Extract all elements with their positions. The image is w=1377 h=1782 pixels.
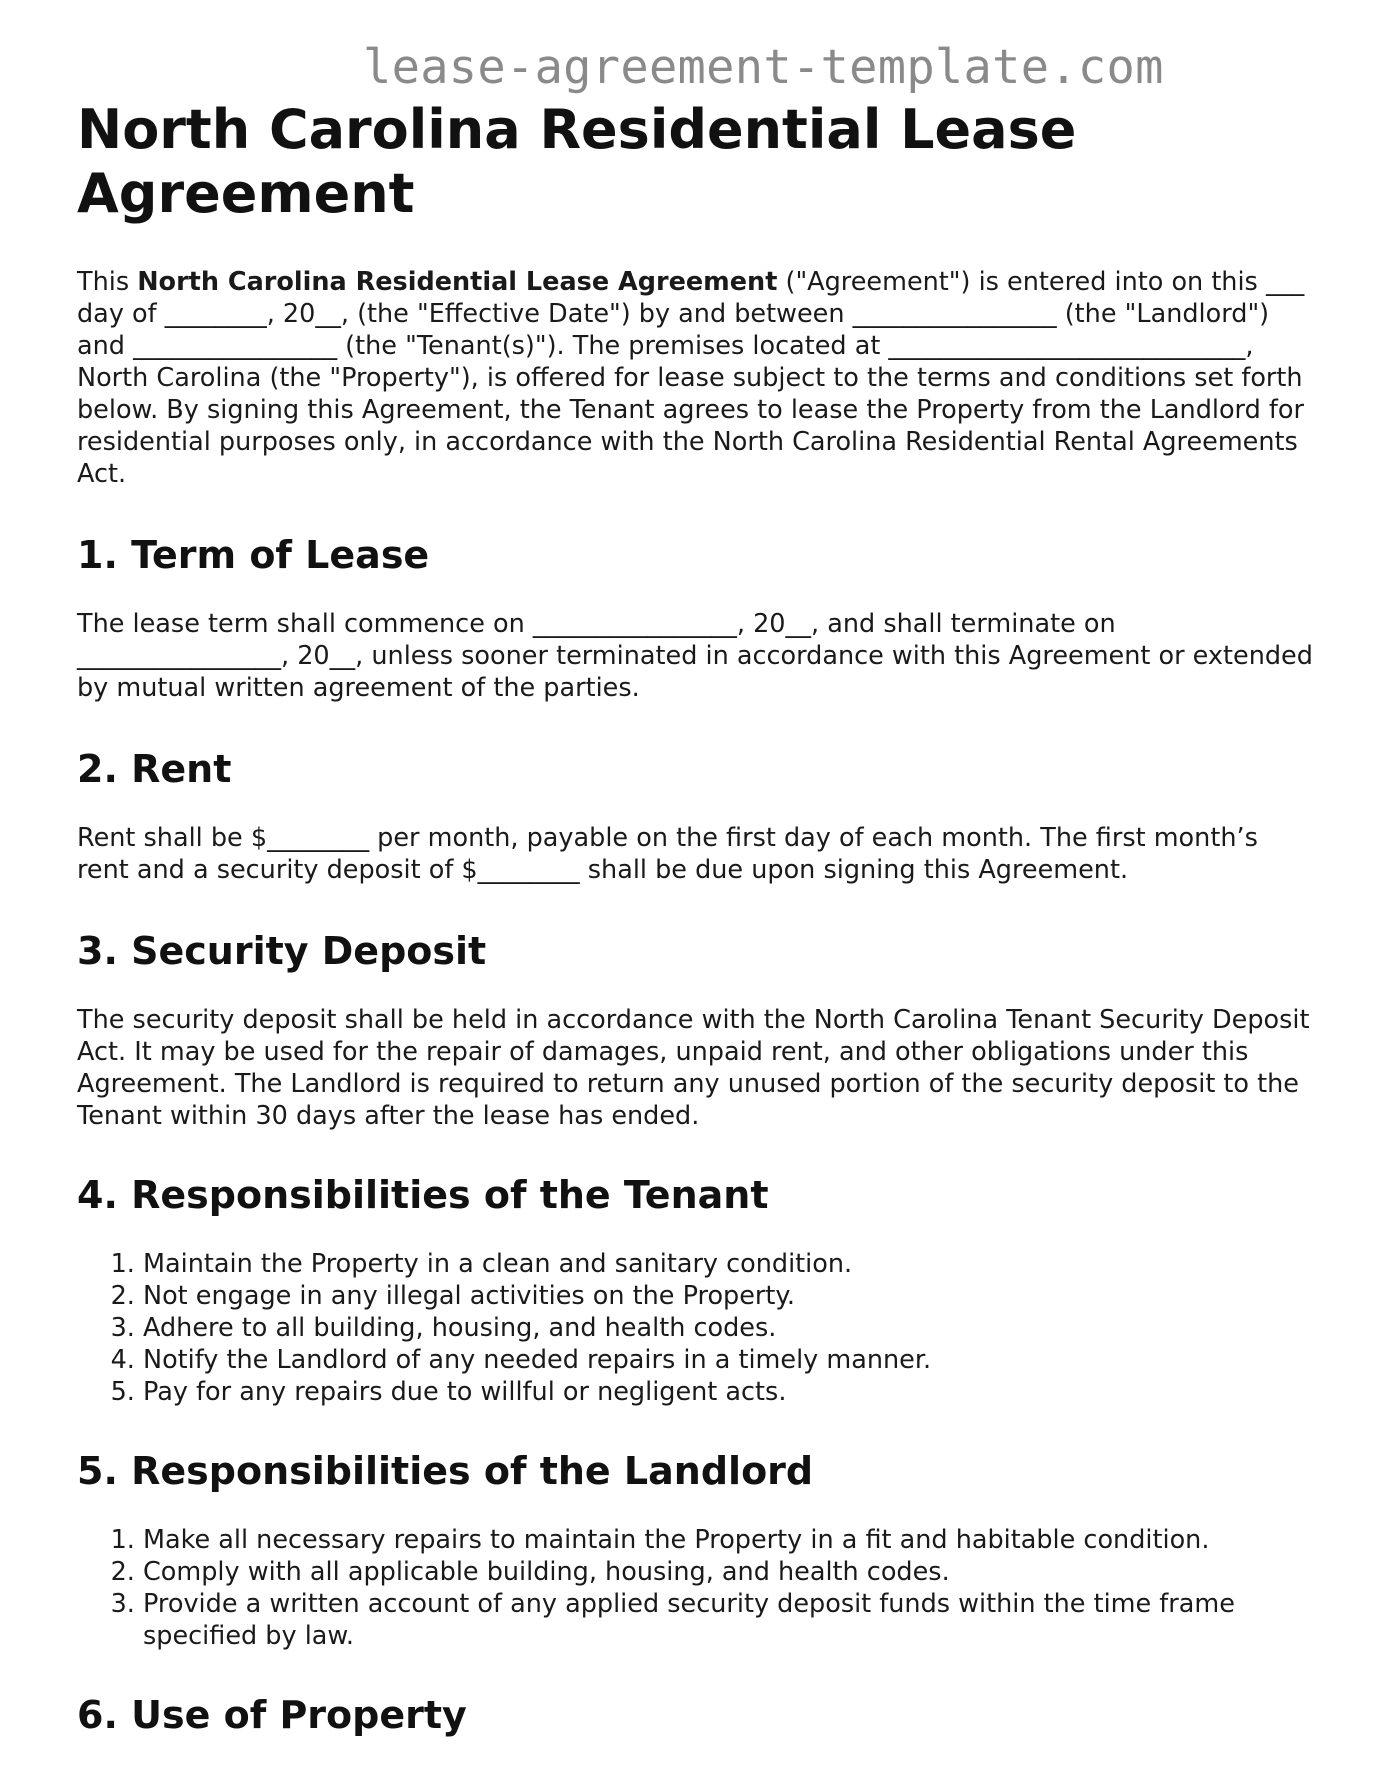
section-term-heading: 1. Term of Lease — [77, 533, 430, 577]
intro-text: ("Agreement") is entered into on this ___ day of ________, 20__, (the "Effective Date") by and between ________________ (the "Landlord") and ________________ (the "Tenant(s)"). The premises located at ____________________________, North Carolina (the "Property"), is offered for lease subject to the terms and conditions set forth below. By signing this Agreement, the Tenant agrees to lease the Property from the Landlord for residential purposes only, in accordance with the North Carolina Residential Rental Agreements Act. — [77, 267, 1305, 489]
section-term-body: The lease term shall commence on ________________, 20__, and shall terminate on ________________, 20__, unless sooner terminated in accordance with this Agreement or extended by mutual written agreement of the parties. — [77, 609, 1313, 703]
landlord-responsibilities-list — [77, 1524, 1315, 1652]
tenant-responsibilities-list — [77, 1248, 1315, 1408]
list-item: 3. Adhere to all building, housing, and health codes. — [143, 1312, 1315, 1344]
list-item: 1. Make all necessary repairs to maintain the Property in a fit and habitable condition. — [143, 1524, 1315, 1556]
list-item: 2. Not engage in any illegal activities on the Property. — [143, 1280, 1315, 1312]
document-page — [77, 98, 1315, 1738]
list-item: 4. Notify the Landlord of any needed repairs in a timely manner. — [143, 1344, 1315, 1376]
section-deposit-body: The security deposit shall be held in accordance with the North Carolina Tenant Security Deposit Act. It may be used for the repair of damages, unpaid rent, and other obligations under this Agreement. The Landlord is required to return any unused portion of the security deposit to the Tenant within 30 days after the lease has ended. — [77, 1005, 1310, 1131]
section-rent-heading: 2. Rent — [77, 747, 232, 791]
list-item: 3. Provide a written account of any applied security deposit funds within the time frame specified by law. — [143, 1588, 1315, 1652]
list-item: 2. Comply with all applicable building, housing, and health codes. — [143, 1556, 1315, 1588]
section-deposit-heading: 3. Security Deposit — [77, 929, 487, 973]
list-item: 5. Pay for any repairs due to willful or negligent acts. — [143, 1376, 1315, 1408]
section-use-heading: 6. Use of Property — [77, 1693, 467, 1737]
section-rent-body: Rent shall be $________ per month, payable on the first day of each month. The first month’s rent and a security deposit of $________ shall be due upon signing this Agreement. — [77, 823, 1258, 885]
intro-bold-title: North Carolina Residential Lease Agreement — [137, 267, 778, 297]
section-tenant-heading: 4. Responsibilities of the Tenant — [77, 1173, 769, 1217]
site-watermark: lease-agreement-template.com — [363, 40, 1164, 95]
intro-paragraph — [77, 266, 1315, 490]
section-landlord-heading: 5. Responsibilities of the Landlord — [77, 1449, 814, 1493]
document-title: North Carolina Residential Lease Agreement — [77, 98, 1077, 225]
intro-prefix: This — [77, 267, 138, 297]
list-item: 1. Maintain the Property in a clean and sanitary condition. — [143, 1248, 1315, 1280]
